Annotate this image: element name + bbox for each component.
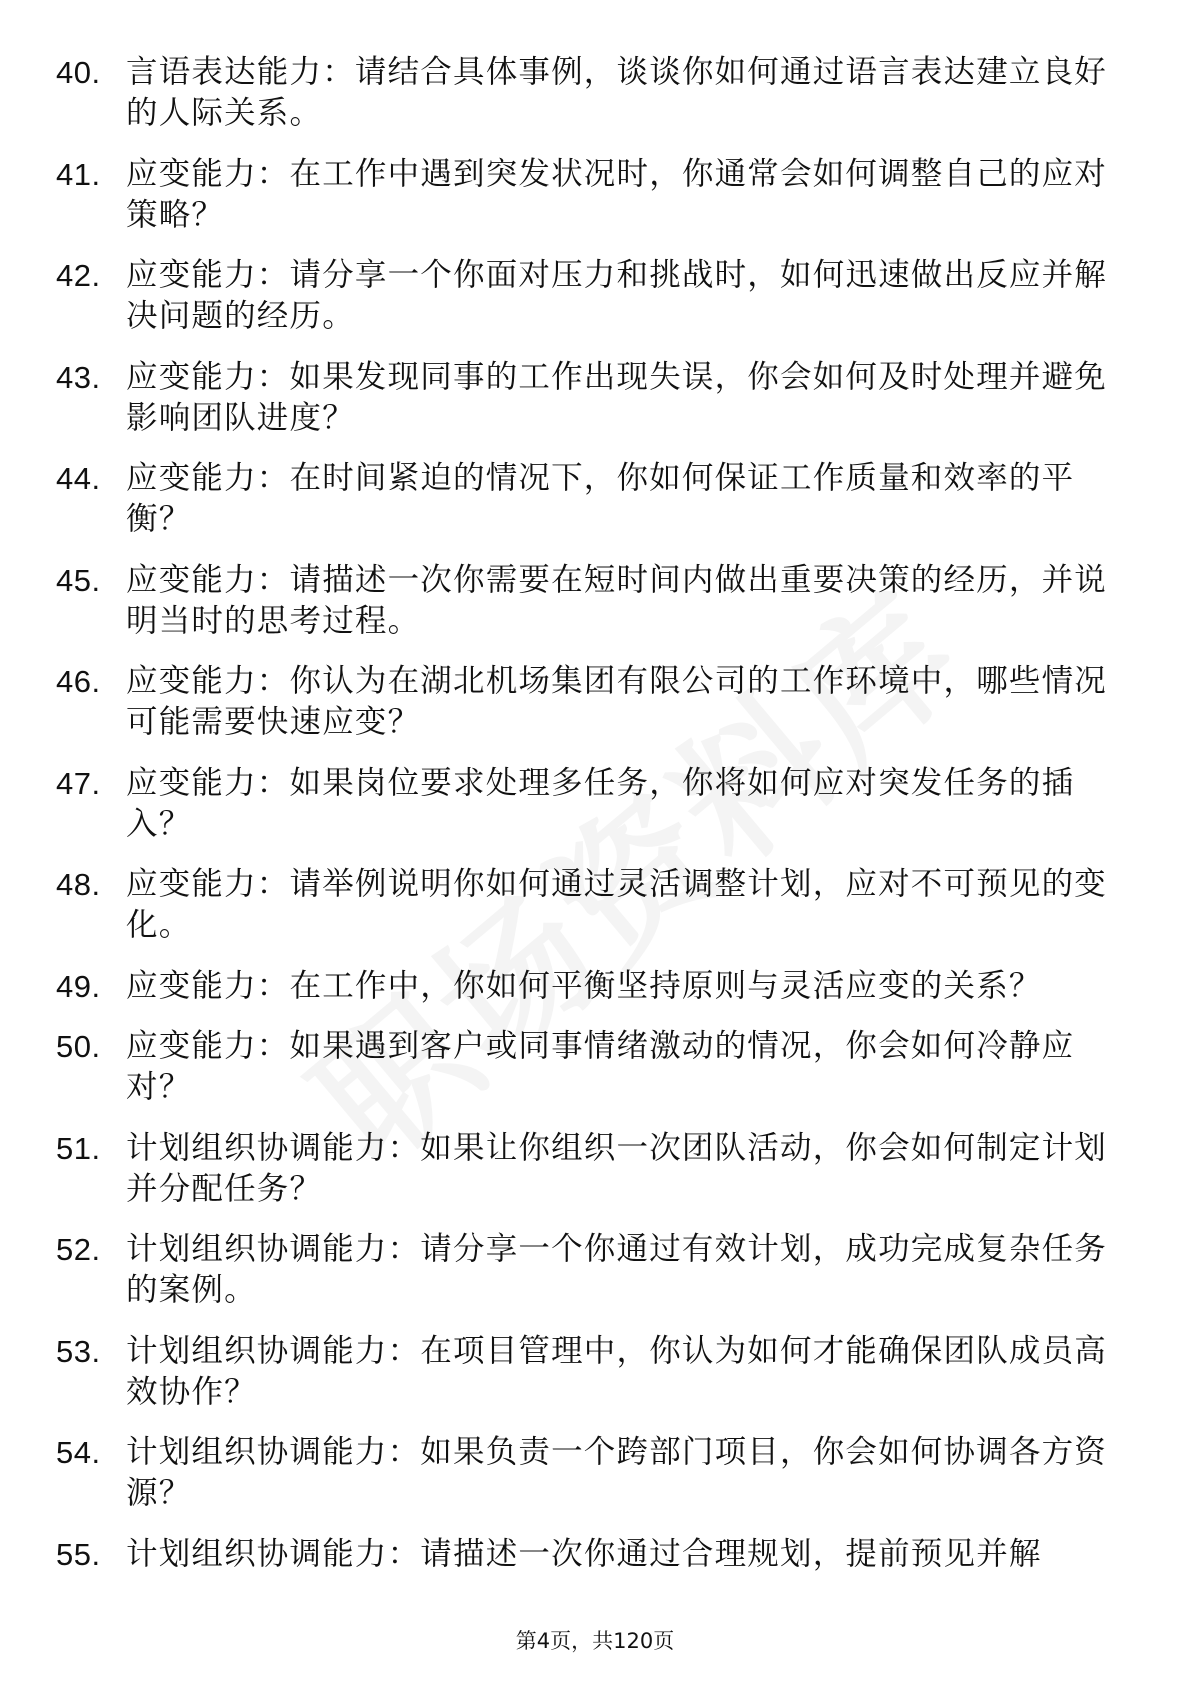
question-number: 44. <box>56 461 101 496</box>
question-text: 计划组织协调能力：如果负责一个跨部门项目，你会如何协调各方资源？ <box>126 1434 1108 1511</box>
list-item <box>0 763 1190 845</box>
list-item <box>0 1026 1190 1108</box>
list-item <box>0 864 1190 946</box>
question-text: 应变能力：你认为在湖北机场集团有限公司的工作环境中，哪些情况可能需要快速应变？ <box>126 663 1108 740</box>
question-text: 计划组织协调能力：在项目管理中，你认为如何才能确保团队成员高效协作？ <box>126 1332 1108 1410</box>
list-item <box>0 966 1190 1007</box>
question-number: 47. <box>56 765 101 801</box>
question-number: 51. <box>56 1130 101 1166</box>
list-item <box>0 560 1190 642</box>
question-number: 52. <box>56 1232 101 1267</box>
question-text: 应变能力：请分享一个你面对压力和挑战时，如何迅速做出反应并解决问题的经历。 <box>126 257 1108 334</box>
list-item <box>0 357 1190 439</box>
question-number: 54. <box>56 1435 101 1470</box>
question-list <box>0 52 1190 1594</box>
list-item <box>0 1229 1190 1311</box>
list-item <box>0 52 1190 134</box>
question-text: 应变能力：如果岗位要求处理多任务，你将如何应对突发任务的插入？ <box>126 764 1075 842</box>
question-number: 46. <box>56 664 101 699</box>
question-number: 53. <box>56 1333 101 1369</box>
question-number: 55. <box>56 1536 101 1572</box>
list-item <box>0 1432 1190 1514</box>
list-item <box>0 1128 1190 1210</box>
question-text: 计划组织协调能力：如果让你组织一次团队活动，你会如何制定计划并分配任务？ <box>126 1129 1108 1207</box>
question-number: 43. <box>56 359 101 395</box>
question-number: 42. <box>56 258 101 293</box>
question-text: 应变能力：在时间紧迫的情况下，你如何保证工作质量和效率的平衡？ <box>126 460 1075 537</box>
question-text: 应变能力：如果遇到客户或同事情绪激动的情况，你会如何冷静应对？ <box>126 1028 1075 1105</box>
question-text: 应变能力：在工作中遇到突发状况时，你通常会如何调整自己的应对策略？ <box>126 155 1108 233</box>
question-text: 应变能力：在工作中，你如何平衡坚持原则与灵活应变的关系？ <box>126 967 1042 1004</box>
question-number: 41. <box>56 156 101 192</box>
question-number: 50. <box>56 1029 101 1064</box>
list-item <box>0 154 1190 236</box>
list-item <box>0 1331 1190 1413</box>
question-number: 40. <box>56 55 101 90</box>
question-number: 49. <box>56 968 101 1004</box>
question-number: 45. <box>56 562 101 598</box>
question-text: 应变能力：请描述一次你需要在短时间内做出重要决策的经历，并说明当时的思考过程。 <box>126 561 1108 639</box>
list-item <box>0 255 1190 337</box>
question-text: 计划组织协调能力：请分享一个你通过有效计划，成功完成复杂任务的案例。 <box>126 1231 1108 1308</box>
question-text: 言语表达能力：请结合具体事例，谈谈你如何通过语言表达建立良好的人际关系。 <box>126 54 1108 131</box>
page-number-footer: 第4页，共120页 <box>515 1629 675 1653</box>
question-text: 计划组织协调能力：请描述一次你通过合理规划，提前预见并解 <box>126 1535 1042 1572</box>
question-text: 应变能力：请举例说明你如何通过灵活调整计划，应对不可预见的变化。 <box>126 866 1108 943</box>
list-item <box>0 458 1190 540</box>
question-text: 应变能力：如果发现同事的工作出现失误，你会如何及时处理并避免影响团队进度？ <box>126 358 1108 436</box>
list-item <box>0 1534 1190 1575</box>
question-number: 48. <box>56 867 101 902</box>
list-item <box>0 661 1190 743</box>
